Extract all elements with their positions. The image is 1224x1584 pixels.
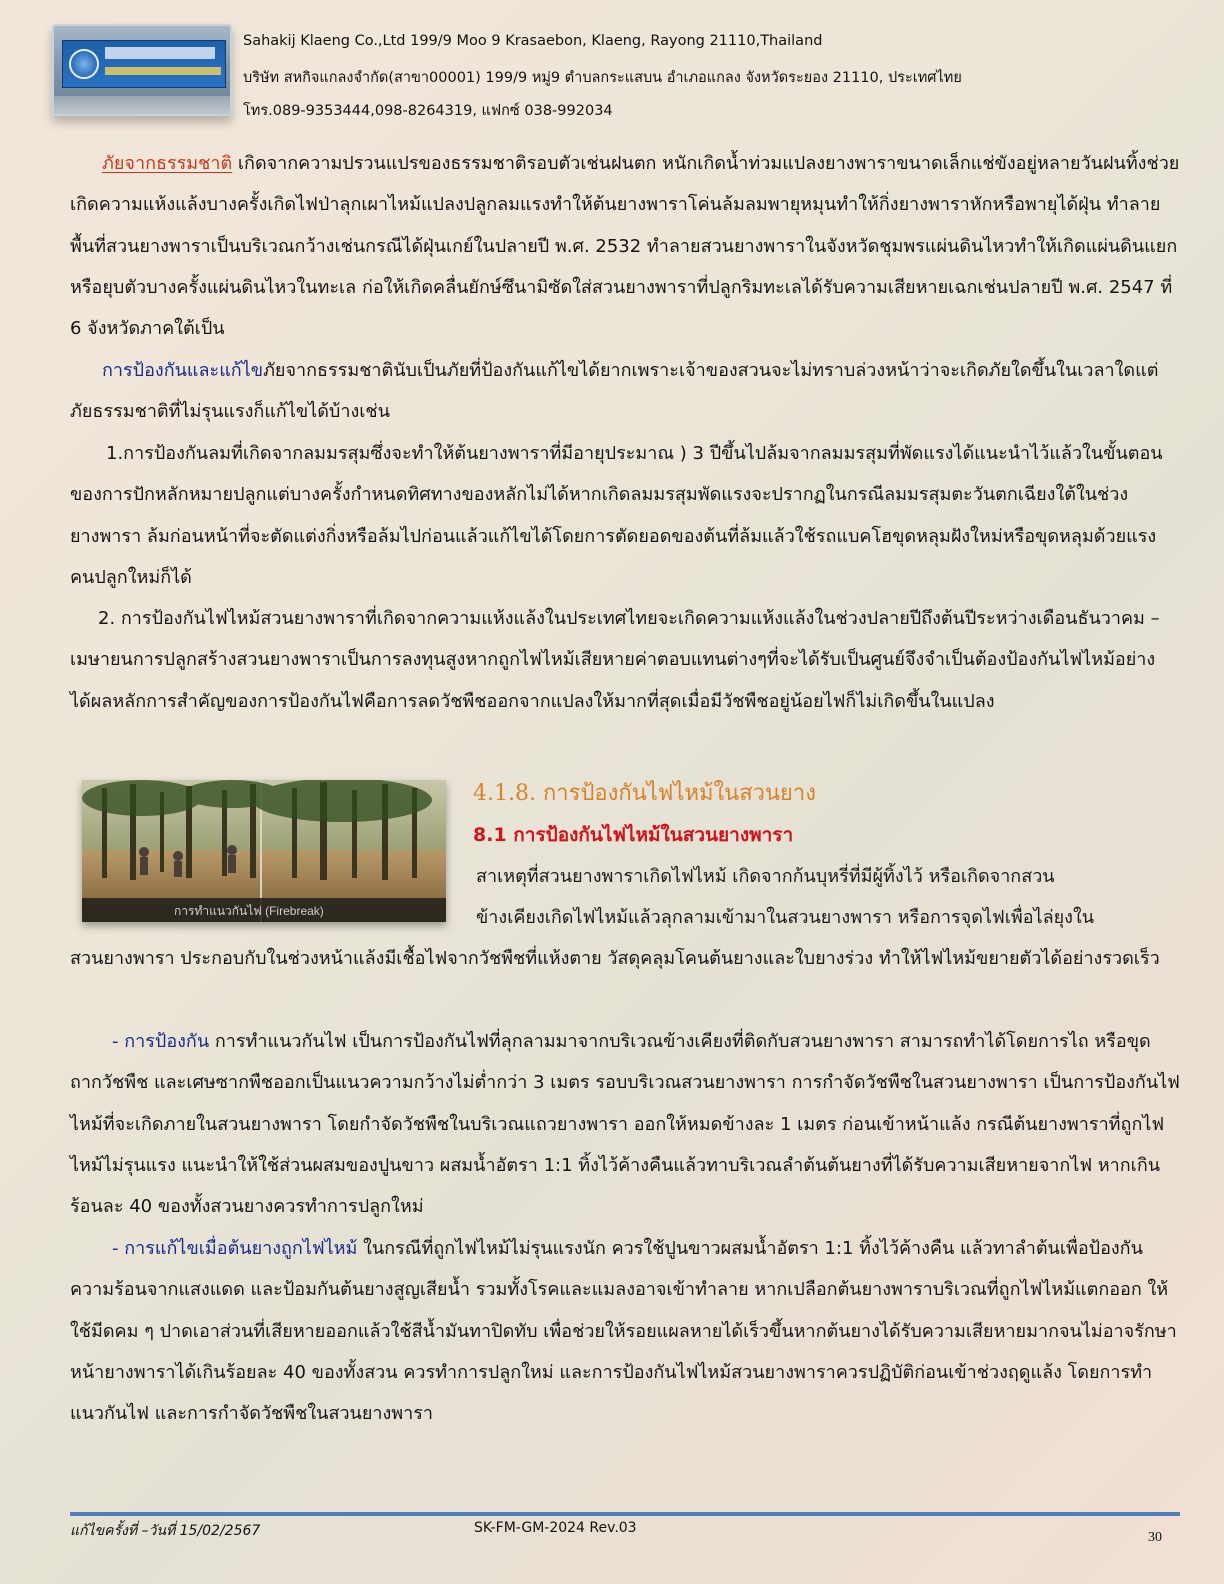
logo-sign-text	[105, 47, 215, 59]
cause-line-1: สาเหตุที่สวนยางพาราเกิดไฟไหม้ เกิดจากก้นบุหรี่ที่มีผู้ทิ้งไว้ หรือเกิดจากสวน	[476, 866, 1055, 887]
paragraph-natural-hazard	[70, 143, 1180, 349]
footer-doc-code: SK-FM-GM-2024 Rev.03	[474, 1520, 637, 1536]
header-address-th: บริษัท สหกิจแกลงจำกัด(สาขา00001) 199/9 หมู่9 ตำบลกระแสบน อำเภอแกลง จังหวัดระยอง 21110, ประเทศไทย	[243, 70, 962, 86]
logo-signboard	[62, 40, 226, 88]
footer-revision: แก้ไขครั้งที่ –วันที่ 15/02/2567	[70, 1523, 261, 1539]
firebreak-photo	[82, 780, 446, 922]
prevention-intro-text: ภัยจากธรรมชาตินับเป็นภัยที่ป้องกันแก้ไขได้ยากเพราะเจ้าของสวนจะไม่ทราบล่วงหน้าว่าจะเกิดภัยใดขึ้นในเวลาใดแต่ภัยธรรมชาติที่ไม่รุนแรงก็แก้ไขได้บ้างเช่น	[70, 360, 1159, 423]
cause-continued: สวนยางพารา ประกอบกับในช่วงหน้าแล้งมีเชื้อไฟจากวัชพืชที่แห้งตาย วัสดุคลุมโคนต้นยางและใบยางร่วง ทำให้ไฟไหม้ขยายตัวได้อย่างรวดเร็ว	[70, 948, 1160, 969]
footer-rule	[70, 1512, 1180, 1516]
logo-base	[54, 96, 232, 116]
company-logo-photo	[52, 24, 232, 116]
emblem-icon	[69, 49, 99, 79]
paragraph-item-fire: 2. การป้องกันไฟไหม้สวนยางพาราที่เกิดจากความแห้งแล้งในประเทศไทยจะเกิดความแห้งแล้งในช่วงปลายปีถึงต้นปีระหว่างเดือนธันวาคม – เมษายนการปลูกสร้างสวนยางพาราเป็นการลงทุนสูงหากถูกไฟไหม้เสียหายค่าตอบแทนต่างๆที่จะได้รับเป็นศูนย์จึงจำเป็นต้องป้องกันไฟไหม้อย่าง ได้ผลหลักการสำคัญของการป้องกันไฟคือการลดวัชพืชออกจากแปลงให้มากที่สุดเมื่อมีวัชพืชอยู่น้อยไฟก็ไม่เกิดขึ้นในแปลง	[70, 608, 1160, 712]
remedy-text: ในกรณีที่ถูกไฟไหม้ไม่รุนแรงนัก ควรใช้ปูนขาวผสมน้ำอัตรา 1:1 ทิ้งไว้ค้างคืน แล้วทาลำต้นเพื่อป้องกันความร้อนจากแสงแดด และป้อมกันต้นยางสูญเสียน้ำ รวมทั้งโรคและแมลงอาจเข้าทำลาย หากเปลือกต้นยางพาราบริเวณที่ถูกไฟไหม้แตกออก ให้ใช้มีดคม ๆ ปาดเอาส่วนที่เสียหายออกแล้วใช้สีน้ำมันทาปิดทับ เพื่อช่วยให้รอยแผลหายได้เร็วขึ้นหากต้นยางได้รับความเสียหายมากจนไม่อาจรักษาหน้ายางพาราได้เกินร้อยละ 40 ของทั้งสวน ควรทำการปลูกใหม่ และการป้องกันไฟไหม้สวนยางพาราควรปฏิบัติก่อนเข้าช่วงฤดูแล้ง โดยการทำแนวกันไฟ และการกำจัดวัชพืชในสวนยางพารา	[70, 1238, 1177, 1425]
heading-8-1: 8.1 การป้องกันไฟไหม้ในสวนยางพารา	[473, 824, 794, 846]
firebreak-photo-caption: การทำแนวกันไฟ (Firebreak)	[174, 904, 324, 918]
prevention-text: การทำแนวกันไฟ เป็นการป้องกันไฟที่ลุกลามมาจากบริเวณข้างเคียงที่ติดกับสวนยางพารา สามารถทำได้โดยการไถ หรือขุดถากวัชพืช และเศษซากพืชออกเป็นแนวความกว้างไม่ต่ำกว่า 3 เมตร รอบบริเวณสวนยางพารา การกำจัดวัชพืชในสวนยางพารา เป็นการป้องกันไฟไหม้ที่จะเกิดภายในสวนยางพารา โดยกำจัดวัชพืชในบริเวณแถวยางพารา ออกให้หมดข้างละ 1 เมตร ก่อนเข้าหน้าแล้ง กรณีต้นยางพาราที่ถูกไฟไหม้ไม่รุนแรง แนะนำให้ใช้ส่วนผสมของปูนขาว ผสมน้ำอัตรา 1:1 ทิ้งไว้ค้างคืนแล้วทาบริเวณลำต้นต้นยางที่ได้รับความเสียหายจากไฟ หากเกินร้อนละ 40 ของทั้งสวนยางควรทำการปลูกใหม่	[70, 1031, 1180, 1218]
firebreak-photo-art	[82, 780, 446, 922]
paragraph-prevention-intro	[70, 350, 1180, 433]
keyword-prevention: - การป้องกัน	[112, 1031, 210, 1052]
cause-line-2: ข้างเคียงเกิดไฟไหม้แล้วลุกลามเข้ามาในสวนยางพารา หรือการจุดไฟเพื่อไล่ยุงใน	[476, 907, 1095, 928]
logo-sign-subtext	[105, 67, 221, 75]
paragraph-item-wind: 1.การป้องกันลมที่เกิดจากลมมรสุมซึ่งจะทำให้ต้นยางพาราที่มีอายุประมาณ ) 3 ปีขึ้นไปล้มจากลมมรสุมที่พัดแรงได้แนะนำไว้แล้วในขั้นตอนของการปักหลักหมายปลูกแต่บางครั้งกำหนดทิศทางของหลักไม่ได้หากเกิดลมมรสุมพัดแรงจะปรากฏในกรณีลมมรสุมตะวันตกเฉียงใต้ในช่วงยางพารา ล้มก่อนหน้าที่จะตัดแต่งกิ่งหรือล้มไปก่อนแล้วแก้ไขได้โดยการตัดยอดของต้นที่ล้มแล้วใช้รถแบคโฮขุดหลุมฝังใหม่หรือขุดหลุมด้วยแรงคนปลูกใหม่ก็ได้	[70, 443, 1163, 588]
keyword-remedy: - การแก้ไขเมื่อต้นยางถูกไฟไหม้	[112, 1238, 358, 1259]
keyword-natural-hazard: ภัยจากธรรมชาติ	[102, 153, 233, 174]
heading-4-1-8: 4.1.8. การป้องกันไฟไหม้ในสวนยาง	[473, 781, 817, 806]
keyword-prevention-fix: การป้องกันและแก้ไข	[102, 360, 264, 381]
paragraph-remedy	[70, 1228, 1180, 1434]
paragraph-prevention	[70, 1021, 1180, 1227]
page-number: 30	[1148, 1530, 1162, 1545]
header-address-en: Sahakij Klaeng Co.,Ltd 199/9 Moo 9 Krasaebon, Klaeng, Rayong 21110,Thailand	[243, 33, 823, 49]
header-contact: โทร.089-9353444,098-8264319, แฟกซ์ 038-992034	[243, 103, 613, 119]
natural-hazard-text: เกิดจากความปรวนแปรของธรรมชาติรอบตัวเช่นฝนตก หนักเกิดน้ำท่วมแปลงยางพาราขนาดเล็กแช่ขังอยู่หลายวันฝนทิ้งช่วยเกิดความแห้งแล้งบางครั้งเกิดไฟป่าลุกเผาไหม้แปลงปลูกลมแรงทำให้ต้นยางพาราโค่นล้มลมพายุหมุนทำให้กิ่งยางพาราหักหรือพายุได้ฝุ่น ทำลายพื้นที่สวนยางพาราเป็นบริเวณกว้างเช่นกรณีได้ฝุ่นเกย์ในปลายปี พ.ศ. 2532 ทำลายสวนยางพาราในจังหวัดชุมพรแผ่นดินไหวทำให้เกิดแผ่นดินแยกหรือยุบตัวบางครั้งแผ่นดินไหวในทะเล ก่อให้เกิดคลื่นยักษ์ซึนามิซัดใส่สวนยางพาราที่ปลูกริมทะเลได้รับความเสียหายเฉกเช่นปลายปี พ.ศ. 2547 ที่ 6 จังหวัดภาคใต้เป็น	[70, 153, 1180, 340]
